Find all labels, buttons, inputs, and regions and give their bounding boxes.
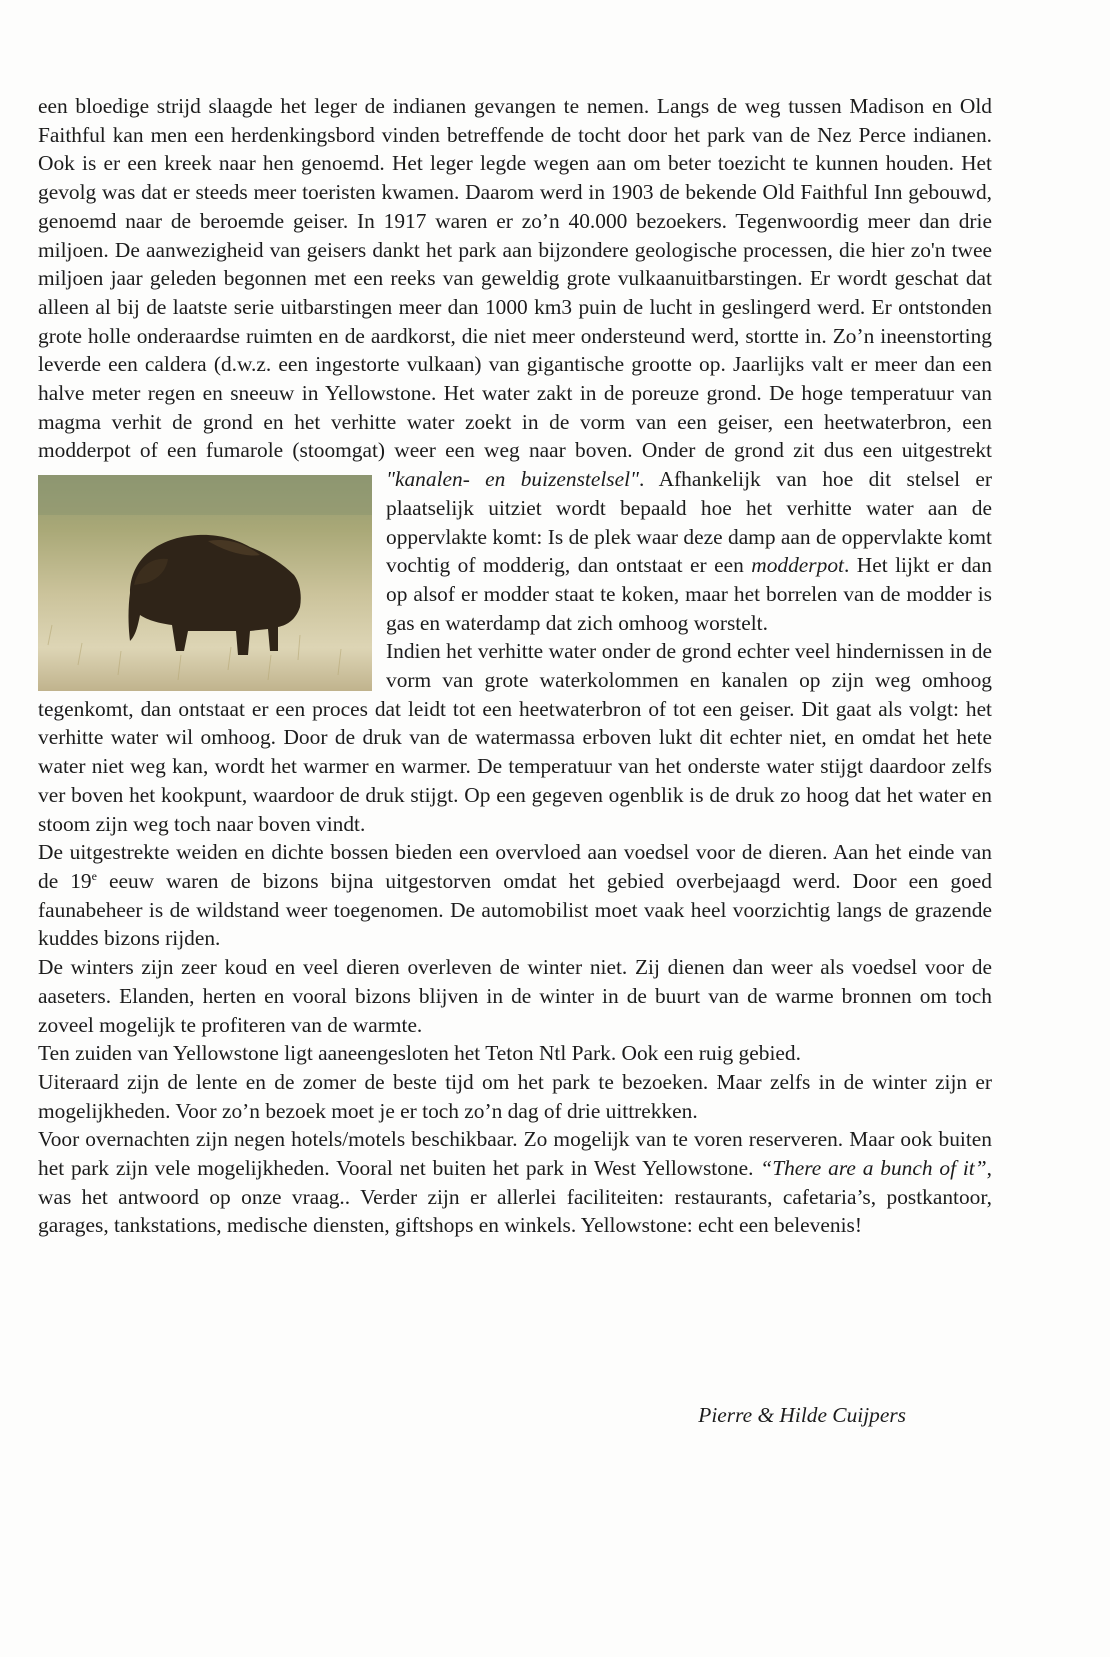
superscript: e bbox=[91, 868, 97, 883]
text-run: . Het lijkt er dan op alsof er modder staat te koken, maar het borrelen van de modder is gas en waterdamp dat zich omhoog worstelt. bbox=[386, 553, 993, 635]
author-signature: Pierre & Hilde Cuijpers bbox=[698, 1403, 906, 1427]
paragraph-geysers bbox=[38, 92, 992, 637]
paragraph-lodging bbox=[38, 1125, 992, 1240]
text-run: . Afhankelijk van hoe dit stelsel er plaatselijk uitziet wordt bepaald hoe het verhitte water aan de oppervlakte komt: Is de plek waar deze damp aan de oppervlakte komt vochtig of modderig, dan ontstaat er een bbox=[386, 467, 993, 578]
paragraph-wildlife bbox=[38, 838, 992, 953]
paragraph-best-time: Uiteraard zijn de lente en de zomer de beste tijd om het park te bezoeken. Maar zelfs in de winter zijn er mogelijkheden. Voor zo’n bezoek moet je er toch zo’n dag of drie uittrekken. bbox=[38, 1069, 992, 1123]
paragraph-teton: Ten zuiden van Yellowstone ligt aaneengesloten het Teton Ntl Park. Ook een ruig gebied. bbox=[38, 1041, 801, 1066]
bison-icon bbox=[38, 475, 372, 691]
text-run: , was het antwoord op onze vraag.. Verder zijn er allerlei faciliteiten: restaurants, cafetaria’s, postkantoor, garages, tankstations, medische diensten, giftshops en winkels. Yellowstone: echt een belevenis! bbox=[38, 1156, 992, 1238]
emphasis-text: "kanalen- en buizenstelsel" bbox=[386, 467, 640, 492]
paragraph-hot-springs: Indien het verhitte water onder de grond echter veel hindernissen in de vorm van grote waterkolommen en kanalen op zijn weg omhoog tegenkomt, dan ontstaat er een proces dat leidt tot een heetwaterbron of tot een geiser. Dit gaat als volgt: het verhitte water wil omhoog. Door de druk van de watermassa erboven lukt dit echter niet, en omdat het hete water niet weg kan, wordt het warmer en warmer. De temperatuur van het onderste water stijgt daardoor zelfs ver boven het kookpunt, waardoor de druk stijgt. Op een gegeven ogenblik is de druk zo hoog dat het water en stoom zijn weg toch naar boven vindt. bbox=[38, 639, 992, 836]
text-run: eeuw waren de bizons bijna uitgestorven omdat het gebied overbejaagd werd. Door een goed faunabeheer is de wildstand weer toegenomen. De automobilist moet vaak heel voorzichtig langs de grazende kuddes bizons rijden. bbox=[38, 868, 992, 951]
paragraph-winters: De winters zijn zeer koud en veel dieren overleven de winter niet. Zij dienen dan weer als voedsel voor de aaseters. Elanden, herten en vooral bizons blijven in de winter in de buurt van de warme bronnen om toch zoveel mogelijk te profiteren van de warmte. bbox=[38, 955, 992, 1037]
article-body bbox=[38, 92, 992, 1240]
bison-photo bbox=[38, 475, 372, 691]
emphasis-text: modderpot bbox=[751, 553, 844, 578]
text-run: een bloedige strijd slaagde het leger de indianen gevangen te nemen. Langs de weg tussen Madison en Old Faithful kan men een herdenkingsbord vinden betreffende de tocht door het park van de Nez Perce indianen. Ook is er een kreek naar hen genoemd. Het leger legde wegen aan om beter toezicht te kunnen houden. Het gevolg was dat er steeds meer toeristen kwamen. Daarom werd in 1903 de bekende Old Faithful Inn gebouwd, genoemd naar de beroemde geiser. In 1917 waren er zo’n 40.000 bezoekers. Tegenwoordig meer dan drie miljoen. De aanwezigheid van geisers dankt het park aan bijzondere geologische processen, die hier zo'n twee miljoen jaar geleden begonnen met een reeks van geweldig grote vulkaanuitbarstingen. Er wordt geschat dat alleen al bij de laatste serie uitbarstingen meer dan 1000 km3 puin de lucht in geslingerd werd. Er ontstonden grote holle onderaardse ruimten en de aardkorst, die niet meer ondersteund werd, stortte in. Zo’n ineenstorting leverde een caldera (d.w.z. een ingestorte vulkaan) van gigantische grootte op. Jaarlijks valt er meer dan een halve meter regen en sneeuw in Yellowstone. Het water zakt in de poreuze grond. De hoge temperatuur van magma verhit de grond en het verhitte water zoekt in de vorm van een geiser, een heetwaterbron, een modderpot of een fumarole (stoomgat) weer een weg naar boven. Onder de grond zit dus een uitgestrekt bbox=[38, 94, 992, 463]
text-run: Voor overnachten zijn negen hotels/motels beschikbaar. Zo mogelijk van te voren reserveren. Maar ook buiten het park zijn vele mogelijkheden. Vooral net buiten het park in West Yellowstone. bbox=[38, 1127, 992, 1181]
text-run: De uitgestrekte weiden en dichte bossen bieden een overvloed aan voedsel voor de dieren. Aan het einde van de 19 bbox=[38, 840, 992, 893]
emphasis-text: “There are a bunch of it” bbox=[760, 1156, 987, 1181]
